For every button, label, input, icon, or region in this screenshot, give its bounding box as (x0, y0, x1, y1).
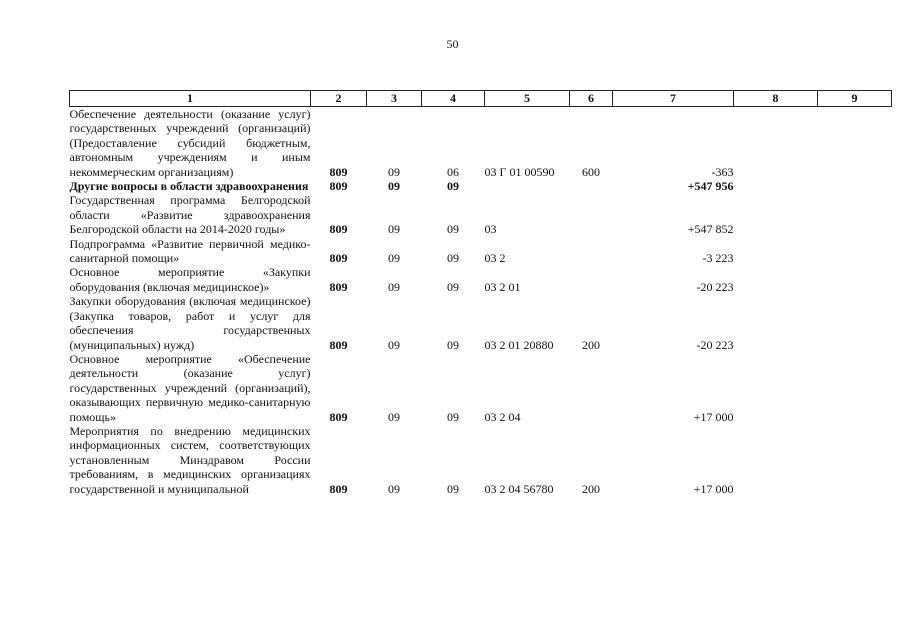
page-number: 50 (446, 37, 459, 51)
column-header: 3 (367, 91, 422, 107)
row-name-cell (70, 352, 311, 424)
column-header: 9 (818, 91, 892, 107)
ministry-code: 809 (329, 251, 348, 266)
amount-change: -3 223 (702, 251, 734, 266)
row-name: Основное мероприятие «Обеспечение деятельности (оказание услуг) государственных учреждений (организаций), оказывающих первичную медико-санитарную помощь» (69, 351, 311, 424)
subsection-code: 09 (447, 337, 459, 352)
expense-type-code (570, 237, 613, 266)
table-row (70, 352, 892, 424)
table-row (70, 179, 892, 193)
row-name-cell (70, 193, 311, 236)
expense-type-code (570, 265, 613, 294)
target-article-code: 03 2 01 (484, 279, 521, 294)
column-header: 5 (485, 91, 570, 107)
row-name: Закупки оборудования (включая медицинское) (Закупка товаров, работ и услуг для обеспечения государственных (муниципальных) нужд) (69, 294, 311, 352)
column-header: 1 (70, 91, 311, 107)
subsection-code: 09 (447, 179, 459, 194)
subsection-code: 06 (447, 164, 459, 179)
row-name-cell (70, 424, 311, 496)
ministry-code: 809 (329, 164, 348, 179)
row-name-cell (70, 237, 311, 266)
amount-change: +547 956 (687, 179, 734, 194)
section-code: 09 (388, 251, 400, 266)
target-article-code: 03 2 04 (484, 409, 521, 424)
budget-table (69, 90, 892, 496)
target-article-code (485, 179, 570, 193)
col-8-cell (734, 424, 818, 496)
expense-type-code: 200 (582, 481, 600, 496)
col-8-cell (734, 265, 818, 294)
table-row (70, 237, 892, 266)
column-header: 7 (613, 91, 734, 107)
row-name: Другие вопросы в области здравоохранения (69, 179, 309, 194)
subsection-code: 09 (447, 222, 459, 237)
col-9-cell (818, 265, 892, 294)
amount-change: -20 223 (696, 337, 734, 352)
target-article-code: 03 2 01 20880 (484, 337, 554, 352)
subsection-code: 09 (447, 409, 459, 424)
target-article-code: 03 2 04 56780 (484, 481, 554, 496)
amount-change: +547 852 (687, 222, 734, 237)
target-article-code: 03 2 (484, 251, 506, 266)
expense-type-code (570, 179, 613, 193)
column-header: 6 (570, 91, 613, 107)
row-name-cell (70, 179, 311, 193)
ministry-code: 809 (329, 222, 348, 237)
ministry-code: 809 (329, 481, 348, 496)
subsection-code: 09 (447, 481, 459, 496)
expense-type-code: 600 (582, 164, 600, 179)
col-9-cell (818, 193, 892, 236)
column-header: 8 (734, 91, 818, 107)
section-code: 09 (388, 337, 400, 352)
col-9-cell (818, 294, 892, 352)
table-row (70, 265, 892, 294)
header-row (70, 91, 892, 107)
col-8-cell (734, 352, 818, 424)
row-name: Государственная программа Белгородской области «Развитие здравоохранения Белгородской области на 2014-2020 годы» (69, 193, 311, 237)
ministry-code: 809 (329, 337, 348, 352)
amount-change: +17 000 (693, 409, 734, 424)
col-9-cell (818, 237, 892, 266)
table-row (70, 294, 892, 352)
section-code: 09 (388, 222, 400, 237)
col-8-cell (734, 237, 818, 266)
table-row (70, 193, 892, 236)
ministry-code: 809 (329, 179, 348, 194)
row-name: Подпрограмма «Развитие первичной медико-санитарной помощи» (69, 236, 311, 266)
expense-type-code (570, 193, 613, 236)
col-9-cell (818, 179, 892, 193)
ministry-code: 809 (329, 279, 348, 294)
section-code: 09 (388, 279, 400, 294)
amount-change: +17 000 (693, 481, 734, 496)
column-header: 2 (311, 91, 367, 107)
col-8-cell (734, 193, 818, 236)
ministry-code: 809 (329, 409, 348, 424)
target-article-code: 03 Г 01 00590 (484, 164, 555, 179)
section-code: 09 (388, 481, 400, 496)
amount-change: -363 (711, 164, 734, 179)
column-header: 4 (422, 91, 485, 107)
section-code: 09 (388, 164, 400, 179)
amount-change: -20 223 (696, 279, 734, 294)
col-8-cell (734, 107, 818, 180)
subsection-code: 09 (447, 251, 459, 266)
table-row (70, 424, 892, 496)
row-name: Основное мероприятие «Закупки оборудования (включая медицинское)» (69, 265, 311, 294)
row-name-cell (70, 265, 311, 294)
expense-type-code (570, 352, 613, 424)
target-article-code: 03 (484, 222, 497, 237)
row-name: Обеспечение деятельности (оказание услуг) государственных учреждений (организаций) (Предоставление субсидий бюджетным, автономным учреждениям и иным некоммерческим организациям) (69, 107, 311, 179)
table-row (70, 107, 892, 180)
col-8-cell (734, 179, 818, 193)
row-name-cell (70, 294, 311, 352)
subsection-code: 09 (447, 279, 459, 294)
col-8-cell (734, 294, 818, 352)
section-code: 09 (388, 179, 400, 194)
col-9-cell (818, 352, 892, 424)
row-name-cell (70, 107, 311, 180)
col-9-cell (818, 107, 892, 180)
row-name: Мероприятия по внедрению медицинских информационных систем, соответствующих установленным Минздравом России требованиям, в медицинских организациях государственной и муниципальной (69, 423, 311, 496)
expense-type-code: 200 (582, 337, 600, 352)
section-code: 09 (388, 409, 400, 424)
col-9-cell (818, 424, 892, 496)
